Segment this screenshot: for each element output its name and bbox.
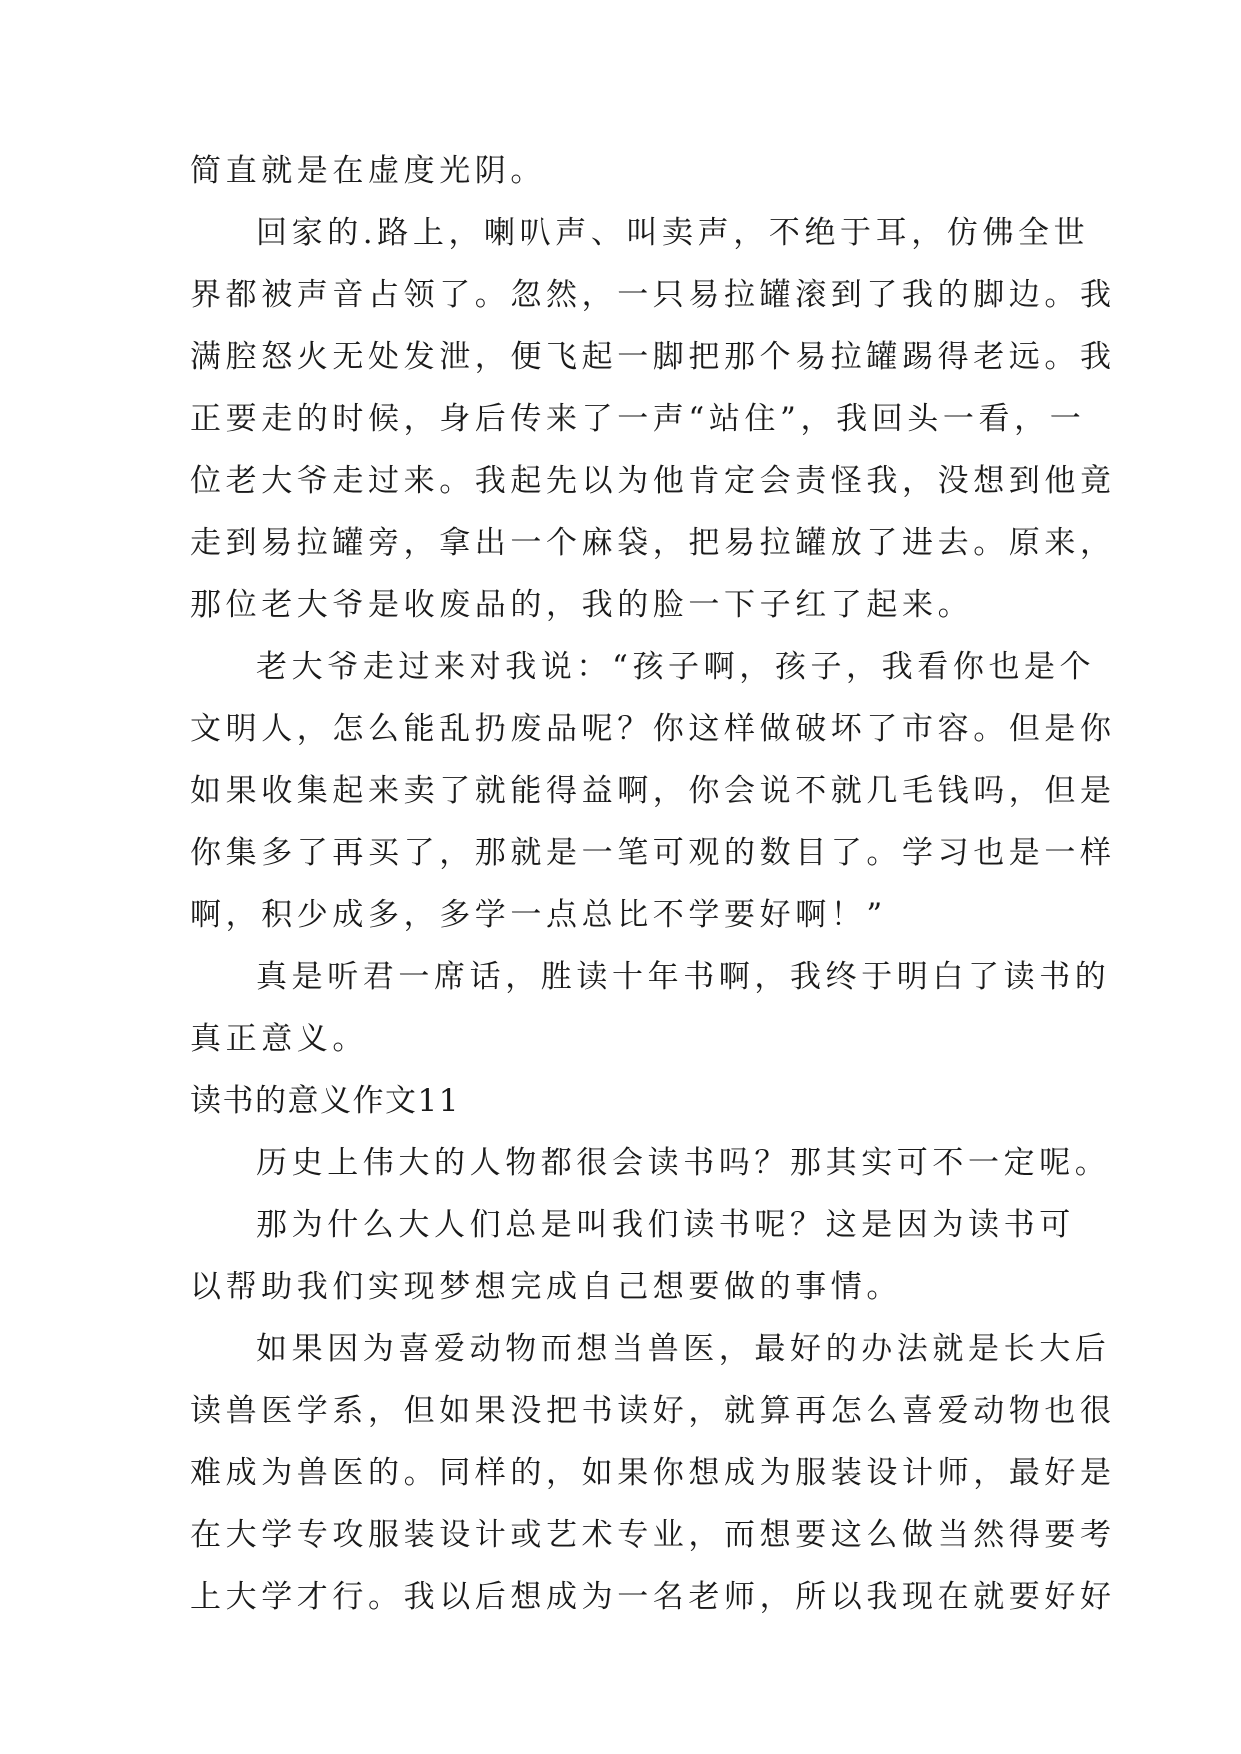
text-line: 走到易拉罐旁，拿出一个麻袋，把易拉罐放了进去。原来，	[190, 525, 1116, 561]
text-line: 那为什么大人们总是叫我们读书呢？这是因为读书可	[256, 1207, 1075, 1243]
text-line: 上大学才行。我以后想成为一名老师，所以我现在就要好好	[190, 1579, 1116, 1615]
text-line: 在大学专攻服装设计或艺术专业，而想要这么做当然得要考	[190, 1517, 1116, 1553]
text-line: 如果因为喜爱动物而想当兽医，最好的办法就是长大后	[256, 1331, 1111, 1367]
text-line: 位老大爷走过来。我起先以为他肯定会责怪我，没想到他竟	[190, 463, 1116, 499]
text-line: 历史上伟大的人物都很会读书吗？那其实可不一定呢。	[256, 1145, 1111, 1181]
text-line: 难成为兽医的。同样的，如果你想成为服装设计师，最好是	[190, 1455, 1116, 1491]
text-line: 真正意义。	[190, 1021, 368, 1057]
text-line: 如果收集起来卖了就能得益啊，你会说不就几毛钱吗，但是	[190, 773, 1116, 809]
text-line: 读兽医学系，但如果没把书读好，就算再怎么喜爱动物也很	[190, 1393, 1116, 1429]
text-line: 界都被声音占领了。忽然，一只易拉罐滚到了我的脚边。我	[190, 277, 1116, 313]
text-line: 满腔怒火无处发泄，便飞起一脚把那个易拉罐踢得老远。我	[190, 339, 1116, 375]
text-line: 你集多了再买了，那就是一笔可观的数目了。学习也是一样	[190, 835, 1116, 871]
text-line: 正要走的时候，身后传来了一声“站住”，我回头一看，一	[190, 401, 1086, 437]
text-line: 真是听君一席话，胜读十年书啊，我终于明白了读书的	[256, 959, 1111, 995]
text-line: 文明人，怎么能乱扔废品呢？你这样做破坏了市容。但是你	[190, 711, 1116, 747]
section-title: 读书的意义作文11	[190, 1083, 460, 1119]
text-line: 啊，积少成多，多学一点总比不学要好啊！”	[190, 897, 887, 933]
text-line: 简直就是在虚度光阴。	[190, 153, 546, 189]
text-line: 回家的.路上，喇叭声、叫卖声，不绝于耳，仿佛全世	[256, 215, 1090, 251]
text-line: 以帮助我们实现梦想完成自己想要做的事情。	[190, 1269, 902, 1305]
text-line: 老大爷走过来对我说：“孩子啊，孩子，我看你也是个	[256, 649, 1096, 685]
text-line: 那位老大爷是收废品的，我的脸一下子红了起来。	[190, 587, 974, 623]
